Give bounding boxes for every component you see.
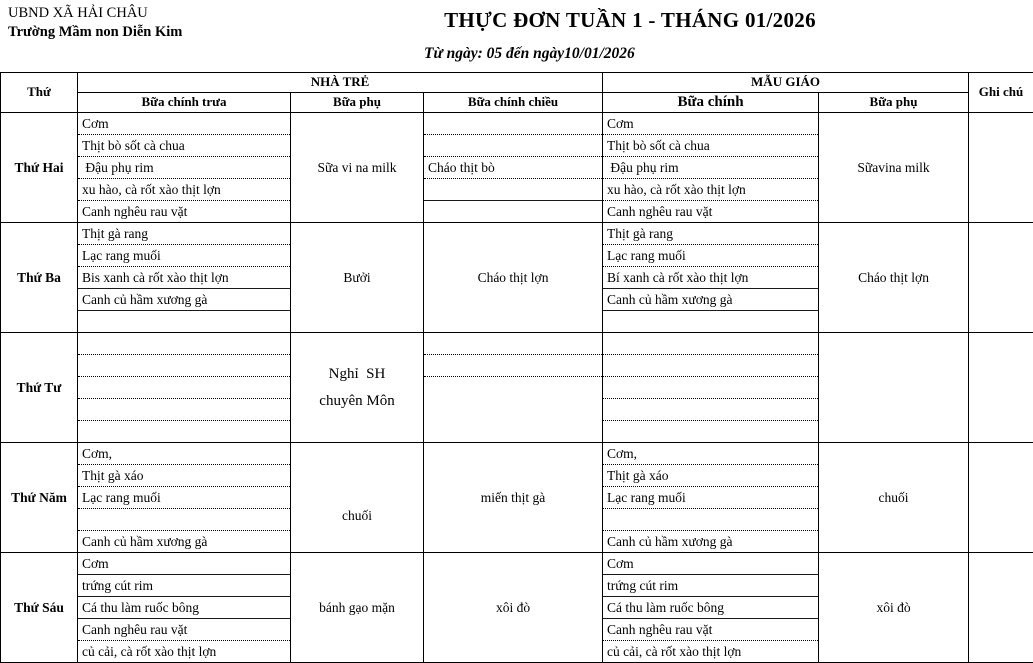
- menu-item-line: Canh nghêu rau vặt: [78, 619, 290, 641]
- col-header-snack-nt: Bữa phụ: [291, 93, 424, 113]
- menu-cell-merged: [291, 443, 423, 552]
- menu-item-text: xôi đò: [876, 598, 910, 617]
- menu-cell: [969, 223, 1033, 333]
- menu-item-line: Cơm: [603, 113, 818, 135]
- menu-item-line: Canh nghêu rau vặt: [603, 619, 818, 641]
- menu-cell-merged: [819, 443, 968, 552]
- menu-item-line: Lạc rang muối: [78, 245, 290, 267]
- menu-cell-lines: [603, 113, 818, 222]
- menu-cell-lines: [78, 553, 290, 662]
- menu-cell-lines: [603, 223, 818, 332]
- menu-item-line: Canh củ hầm xương gà: [603, 531, 818, 552]
- menu-item-line: [78, 399, 290, 421]
- col-header-day: Thứ: [1, 73, 78, 113]
- menu-item-line: [424, 377, 602, 399]
- menu-cell: [603, 443, 819, 553]
- menu-item-line: Canh củ hầm xương gà: [78, 289, 290, 311]
- menu-cell-merged: [819, 553, 968, 662]
- menu-cell: [78, 223, 291, 333]
- menu-item-line: [424, 355, 602, 377]
- menu-item-line: [603, 421, 818, 442]
- menu-cell-merged: [819, 333, 968, 442]
- menu-item-text: Sữa vi na milk: [318, 158, 397, 177]
- col-header-snack-mg: Bữa phụ: [819, 93, 969, 113]
- menu-item-line: [78, 509, 290, 531]
- menu-cell: [424, 443, 603, 553]
- menu-cell: [78, 113, 291, 223]
- menu-cell-lines: [603, 333, 818, 442]
- menu-item-text: xôi đò: [496, 598, 530, 617]
- menu-item-line: Thịt bò sốt cà chua: [603, 135, 818, 157]
- day-row: [1, 223, 1033, 333]
- menu-item-line: [424, 421, 602, 442]
- menu-item-line: trứng cút rim: [78, 575, 290, 597]
- menu-cell-lines: [603, 553, 818, 662]
- menu-cell: [969, 553, 1033, 663]
- menu-item-line: [424, 135, 602, 157]
- menu-item-line: [424, 399, 602, 421]
- menu-cell-merged: [291, 223, 423, 332]
- menu-cell-merged: [291, 113, 423, 222]
- menu-cell-merged: [969, 113, 1033, 222]
- menu-cell-merged: [969, 443, 1033, 552]
- menu-cell: [819, 223, 969, 333]
- school-name: Trường Mầm non Diễn Kim: [8, 23, 182, 42]
- day-label: Thứ Hai: [1, 113, 78, 223]
- menu-item-line: Thịt gà xáo: [78, 465, 290, 487]
- menu-item-text: chuối: [879, 488, 909, 507]
- menu-item-text: bánh gạo mặn: [319, 598, 395, 617]
- col-header-main-mg: Bữa chính: [603, 93, 819, 113]
- menu-cell: [819, 113, 969, 223]
- menu-cell: [603, 333, 819, 443]
- menu-item-line: Canh nghêu rau vặt: [78, 201, 290, 222]
- menu-cell: [424, 113, 603, 223]
- menu-item-line: xu hào, cà rốt xào thịt lợn: [78, 179, 290, 201]
- menu-item-line: Cơm: [78, 113, 290, 135]
- menu-cell: [291, 223, 424, 333]
- menu-cell: [78, 553, 291, 663]
- menu-cell-merged: [291, 553, 423, 662]
- menu-cell-merged: [969, 553, 1033, 662]
- menu-item-line: Thịt gà xáo: [603, 465, 818, 487]
- menu-item-text: Nghỉ SH: [329, 361, 386, 388]
- menu-item-line: Lạc rang muối: [603, 245, 818, 267]
- day-row: [1, 113, 1033, 223]
- menu-cell: [78, 443, 291, 553]
- menu-item-line: [78, 311, 290, 332]
- menu-item-line: [603, 399, 818, 421]
- page-title: THỰC ĐƠN TUẦN 1 - THÁNG 01/2026: [330, 8, 930, 33]
- menu-item-line: Đậu phụ rim: [603, 157, 818, 179]
- menu-item-text: chuyên Môn: [319, 388, 394, 415]
- menu-item-line: Thịt bò sốt cà chua: [78, 135, 290, 157]
- menu-item-line: Bis xanh cà rốt xào thịt lợn: [78, 267, 290, 289]
- menu-cell: [819, 333, 969, 443]
- col-header-lunch-nt: Bữa chính trưa: [78, 93, 291, 113]
- menu-item-line: Cơm: [603, 553, 818, 575]
- menu-cell-lines: [603, 443, 818, 552]
- org-header: [8, 4, 182, 42]
- menu-item-line: [603, 377, 818, 399]
- menu-cell: [78, 333, 291, 443]
- menu-item-line: Bí xanh cà rốt xào thịt lợn: [603, 267, 818, 289]
- day-row: [1, 553, 1033, 663]
- day-label: Thứ Sáu: [1, 553, 78, 663]
- menu-cell: [969, 443, 1033, 553]
- menu-item-line: [603, 333, 818, 355]
- col-header-afternoon-nt: Bữa chính chiều: [424, 93, 603, 113]
- menu-cell-merged: [424, 553, 602, 662]
- menu-item-line: Cá thu làm ruốc bông: [603, 597, 818, 619]
- day-row: [1, 333, 1033, 443]
- menu-cell: [819, 553, 969, 663]
- menu-cell: [424, 553, 603, 663]
- menu-table: [0, 72, 1033, 663]
- menu-item-line: [603, 355, 818, 377]
- day-label: Thứ Ba: [1, 223, 78, 333]
- menu-cell: [291, 553, 424, 663]
- menu-cell: [603, 113, 819, 223]
- day-row: [1, 443, 1033, 553]
- menu-item-line: Canh củ hầm xương gà: [603, 289, 818, 311]
- menu-item-line: Cơm,: [603, 443, 818, 465]
- menu-cell-lines: [78, 333, 290, 442]
- menu-item-line: [78, 421, 290, 442]
- menu-item-line: Lạc rang muối: [78, 487, 290, 509]
- menu-item-line: Canh củ hầm xương gà: [78, 531, 290, 552]
- group-header-mau-giao: MẪU GIÁO: [603, 73, 969, 93]
- menu-cell: [424, 223, 603, 333]
- menu-item-line: [424, 113, 602, 135]
- menu-item-text: Bưởi: [343, 268, 370, 287]
- menu-item-line: Canh nghêu rau vặt: [603, 201, 818, 222]
- menu-cell: [969, 113, 1033, 223]
- menu-item-text: miến thịt gà: [481, 488, 546, 507]
- menu-item-line: Thịt gà rang: [603, 223, 818, 245]
- menu-item-line: Thịt gà rang: [78, 223, 290, 245]
- menu-item-line: [603, 509, 818, 531]
- menu-item-line: Cơm: [78, 553, 290, 575]
- menu-cell-merged: [424, 223, 602, 332]
- day-label: Thứ Năm: [1, 443, 78, 553]
- day-label: Thứ Tư: [1, 333, 78, 443]
- menu-item-line: [424, 201, 602, 222]
- menu-cell: [291, 333, 424, 443]
- menu-cell: [291, 113, 424, 223]
- menu-cell: [424, 333, 603, 443]
- menu-item-line: [603, 311, 818, 332]
- menu-item-text: Cháo thịt lợn: [858, 268, 929, 287]
- menu-item-line: xu hào, cà rốt xào thịt lợn: [603, 179, 818, 201]
- menu-cell-lines: [78, 113, 290, 222]
- menu-item-line: Lạc rang muối: [603, 487, 818, 509]
- menu-item-text: Sữavina milk: [857, 158, 929, 177]
- col-header-note: Ghi chú: [969, 73, 1033, 113]
- menu-table-body: [1, 113, 1033, 663]
- menu-cell: [603, 553, 819, 663]
- menu-cell-merged: [969, 223, 1033, 332]
- menu-cell: [291, 443, 424, 553]
- menu-item-line: củ cải, cà rốt xào thịt lợn: [603, 641, 818, 662]
- menu-item-line: [424, 333, 602, 355]
- menu-cell-lines: [78, 443, 290, 552]
- menu-cell-lines: [424, 333, 602, 442]
- menu-cell-merged: [291, 333, 423, 442]
- menu-cell-merged: [819, 223, 968, 332]
- menu-item-line: Cháo thịt bò: [424, 157, 602, 179]
- menu-cell: [603, 223, 819, 333]
- menu-item-text: chuối: [342, 506, 372, 525]
- menu-item-line: [424, 179, 602, 201]
- menu-item-line: trứng cút rim: [603, 575, 818, 597]
- menu-cell: [969, 333, 1033, 443]
- menu-item-line: Cá thu làm ruốc bông: [78, 597, 290, 619]
- menu-item-line: Đậu phụ rim: [78, 157, 290, 179]
- group-header-nha-tre: NHÀ TRẺ: [78, 73, 603, 93]
- menu-cell: [819, 443, 969, 553]
- menu-cell-merged: [819, 113, 968, 222]
- menu-item-line: [78, 377, 290, 399]
- menu-item-line: [78, 333, 290, 355]
- menu-item-line: [78, 355, 290, 377]
- menu-cell-lines: [78, 223, 290, 332]
- menu-cell-merged: [424, 443, 602, 552]
- menu-item-line: Cơm,: [78, 443, 290, 465]
- menu-item-text: Cháo thịt lợn: [478, 268, 549, 287]
- org-name: UBND XÃ HẢI CHÂU: [8, 4, 182, 23]
- menu-cell-lines: [424, 113, 602, 222]
- menu-item-line: củ cải, cà rốt xào thịt lợn: [78, 641, 290, 662]
- menu-cell-merged: [969, 333, 1033, 442]
- menu-table-header: [1, 73, 1033, 113]
- date-range: Từ ngày: 05 đến ngày10/01/2026: [424, 45, 635, 63]
